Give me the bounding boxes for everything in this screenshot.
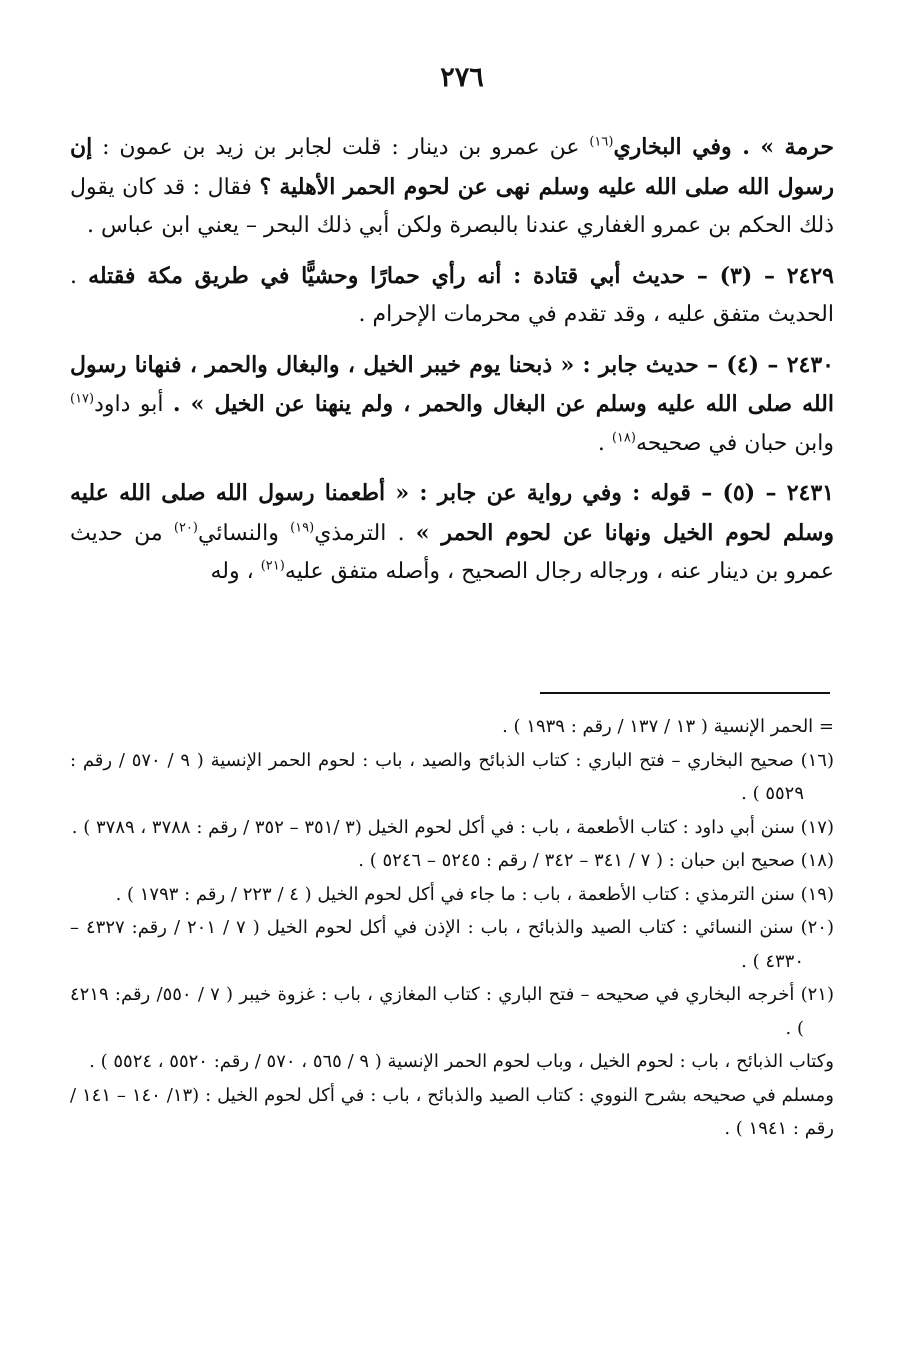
footnote-19: (١٩) سنن الترمذي : كتاب الأطعمة ، باب : ما جاء في أكل لحوم الخيل ( ٤ / ٢٢٣ / رقم : ١٧٩٣ ) .: [115, 883, 834, 905]
text-plain: . الترمذي: [314, 520, 416, 546]
footnote-21-continued: ومسلم في صحيحه بشرح النووي : كتاب الصيد والذبائح ، باب : في أكل لحوم الخيل : (١٣/ ١٤٠ – ١٤١ / رقم : ١٩٤١ ) .: [70, 1084, 834, 1139]
paragraph-hadith-2429: [70, 257, 834, 335]
footnote-continued: = الحمر الإنسية ( ١٣ / ١٣٧ / رقم : ١٩٣٩ ) .: [502, 716, 834, 737]
footnote-16: (١٦) صحيح البخاري – فتح الباري : كتاب الذبائح والصيد ، باب : لحوم الحمر الإنسية ( ٩ / ٥٧٠ / رقم : ٥٥٢٩ ) .: [70, 749, 834, 804]
text-bold: إن رسول الله صلى الله عليه وسلم نهى عن لحوم الحمر الأهلية ؟: [70, 134, 834, 200]
footnote-ref-20[interactable]: (٢٠): [173, 520, 198, 536]
footnote-ref-21[interactable]: (٢١): [260, 558, 285, 574]
footnote-ref-17[interactable]: (١٧): [70, 391, 95, 407]
footnote-separator: [540, 692, 830, 694]
footnote-20: (٢٠) سنن النسائي : كتاب الصيد والذبائح ، باب : الإذن في أكل لحوم الخيل ( ٧ / ٢٠١ / رقم: ٤٣٢٧ – ٤٣٣٠ ) .: [70, 917, 834, 972]
paragraph-hadith-2430: [70, 346, 834, 464]
text-plain: ، وله: [210, 559, 261, 584]
footnote-ref-16[interactable]: (١٦): [589, 134, 614, 150]
text-plain: أبو داود: [94, 392, 173, 417]
paragraph-hadith-2431: [70, 474, 834, 592]
text-plain: والنسائي: [197, 520, 291, 546]
text-plain: .: [597, 430, 612, 456]
footnote-21-continued: وكتاب الذبائح ، باب : لحوم الخيل ، وباب لحوم الحمر الإنسية ( ٩ / ٥٦٥ ، ٥٧٠ / رقم: ٥٥٢٠ ، ٥٥٢٤ ) .: [89, 1051, 834, 1072]
footnote-17: (١٧) سنن أبي داود : كتاب الأطعمة ، باب : في أكل لحوم الخيل (٣ /٣٥١ – ٣٥٢ / رقم : ٣٧٨٨ ، ٣٧٨٩ ) .: [71, 816, 834, 838]
footnote-ref-18[interactable]: (١٨): [611, 430, 636, 446]
paragraph-bukhari-narration: [70, 128, 834, 246]
hadith-heading: ٢٤٣٠ – (٤) – حديث جابر : « ذبحنا يوم خيبر الخيل ، والبغال والحمر ، فنهانا رسول الله صلى الله عليه وسلم عن البغال والحمر ، ولم ينهنا عن الخيل » .: [70, 351, 834, 417]
page-number: ٢٧٦: [440, 62, 484, 93]
hadith-heading: ٢٤٣١ – (٥) – قوله : وفي رواية عن جابر : « أطعمنا رسول الله صلى الله عليه وسلم لحوم الخيل ونهانا عن لحوم الحمر »: [70, 480, 835, 546]
main-text: [70, 128, 834, 592]
footnote-18: (١٨) صحيح ابن حبان : ( ٧ / ٣٤١ – ٣٤٢ / رقم : ٥٢٤٥ – ٥٢٤٦ ) .: [358, 850, 834, 871]
hadith-heading: ٢٤٢٩ – (٣) – حديث أبي قتادة : أنه رأي حمارًا وحشيًّا في طريق مكة فقتله: [88, 262, 834, 289]
text-plain: . الحديث متفق عليه ، وقد تقدم في محرمات الإحرام .: [70, 263, 834, 327]
text-plain: فقال : قد كان يقول ذلك الحكم بن عمرو الغفاري عندنا بالبصرة ولكن أبي ذلك البحر – يعني ابن عباس .: [70, 174, 834, 238]
footnote-ref-19[interactable]: (١٩): [290, 520, 315, 536]
text-bold: حرمة » . وفي البخاري: [613, 134, 834, 160]
text-plain: من حديث عمرو بن دينار عنه ، ورجاله رجال الصحيح ، وأصله متفق عليه: [70, 520, 834, 584]
footnote-21: (٢١) أخرجه البخاري في صحيحه – فتح الباري : كتاب المغازي ، باب : غزوة خيبر ( ٧ / ٥٥٠/ رقم: ٤٢١٩ ) .: [70, 984, 834, 1039]
text-plain: عن عمرو بن دينار : قلت لجابر بن زيد بن عمون :: [92, 135, 590, 160]
footnotes: [70, 710, 834, 1146]
text-plain: وابن حبان في صحيحه: [635, 430, 834, 456]
